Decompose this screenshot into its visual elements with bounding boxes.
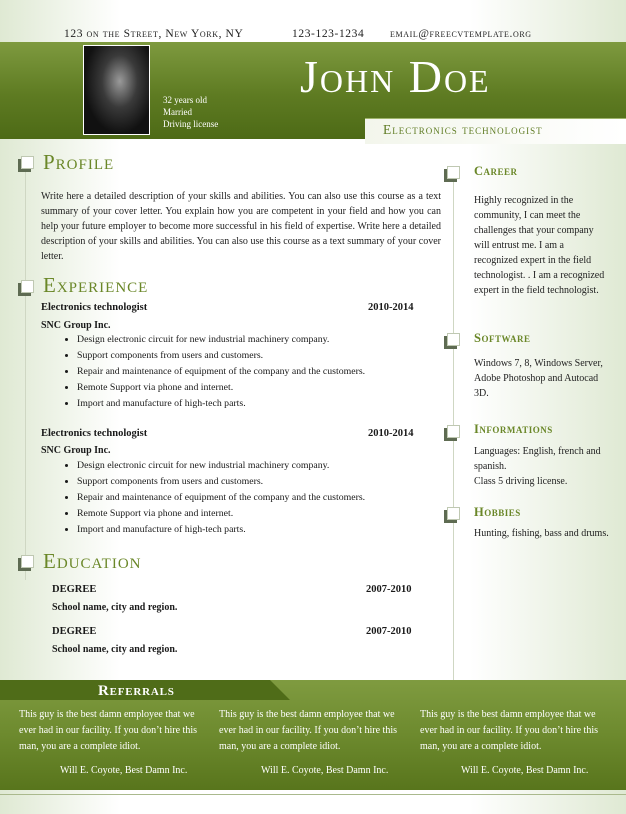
list-item: • Repair and maintenance of equipment of the company and the customers. — [77, 364, 365, 380]
informations-languages: Languages: English, french and spanish. — [474, 446, 601, 472]
job-dates: 2010-2014 — [368, 302, 414, 313]
profile-checkbox-icon — [21, 156, 34, 169]
experience-heading: Experience — [43, 273, 149, 297]
software-text: Windows 7, 8, Windows Server, Adobe Photoshop and Autocad 3D. — [474, 358, 603, 399]
main-timeline-line — [25, 170, 26, 580]
informations-heading: Informations — [474, 422, 553, 436]
list-item: • Import and manufacture of high-tech parts. — [77, 522, 365, 538]
profile-heading: Profile — [43, 150, 115, 174]
referral-quote: This guy is the best damn employee that we ever had in our facility. If you don’t hire this man, you are a complete idiot. — [219, 709, 398, 752]
job-company: SNC Group Inc. — [41, 320, 111, 331]
hobbies-text: Hunting, fishing, bass and drums. — [474, 528, 609, 539]
hobbies-heading: Hobbies — [474, 505, 521, 519]
referral-signature: Will E. Coyote, Best Damn Inc. — [261, 765, 389, 776]
informations-checkbox-icon — [447, 425, 460, 438]
list-item: • Design electronic circuit for new industrial machinery company. — [77, 332, 365, 348]
list-item: • Remote Support via phone and internet. — [77, 506, 365, 522]
job-duties-list — [63, 458, 365, 538]
candidate-job-title: Electronics technologist — [383, 122, 543, 137]
profile-text: Write here a detailed description of your skills and abilities. You can also use this course as a text summary of your cover letter. You explain how you are competent in your field and how you can help your future employer to become more successful in his field of expertise. Write here a detailed description of your skills and abilities. You can also use this course as a text summary of your cover letter. — [41, 191, 441, 262]
career-text: Highly recognized in the community, I can meet the challenges that your company will entrust me. I am a recognized expert in the field technologist. . I am a recognized expert in the field technologist. — [474, 195, 605, 296]
job-title: Electronics technologist — [41, 428, 148, 439]
contact-address: 123 on the Street, New York, NY — [64, 28, 244, 40]
referral-quote: This guy is the best damn employee that we ever had in our facility. If you don’t hire this man, you are a complete idiot. — [420, 709, 599, 752]
referrals-heading: Referrals — [98, 683, 175, 699]
personal-license: Driving license — [163, 119, 219, 129]
job-dates: 2010-2014 — [368, 428, 414, 439]
candidate-name: John Doe — [300, 51, 491, 102]
degree-title: DEGREE — [52, 584, 97, 595]
list-item: • Support components from users and customers. — [77, 474, 365, 490]
list-item: • Support components from users and customers. — [77, 348, 365, 364]
degree-title: DEGREE — [52, 626, 97, 637]
job-duties-list — [63, 332, 365, 412]
contact-phone: 123-123-1234 — [292, 28, 365, 40]
sidebar-timeline-line — [453, 175, 454, 705]
contact-email[interactable]: email@freecvtemplate.org — [390, 28, 532, 40]
degree-dates: 2007-2010 — [366, 584, 412, 595]
footer-divider — [0, 794, 626, 795]
career-checkbox-icon — [447, 166, 460, 179]
education-heading: Education — [43, 549, 142, 573]
list-item: • Remote Support via phone and internet. — [77, 380, 365, 396]
education-checkbox-icon — [21, 555, 34, 568]
job-company: SNC Group Inc. — [41, 445, 111, 456]
school-name: School name, city and region. — [52, 644, 178, 655]
school-name: School name, city and region. — [52, 602, 178, 613]
experience-checkbox-icon — [21, 280, 34, 293]
personal-status: Married — [163, 107, 192, 117]
list-item: • Import and manufacture of high-tech parts. — [77, 396, 365, 412]
list-item: • Repair and maintenance of equipment of the company and the customers. — [77, 490, 365, 506]
hobbies-checkbox-icon — [447, 507, 460, 520]
referral-quote: This guy is the best damn employee that we ever had in our facility. If you don’t hire this man, you are a complete idiot. — [19, 709, 198, 752]
degree-dates: 2007-2010 — [366, 626, 412, 637]
informations-license: Class 5 driving license. — [474, 476, 568, 487]
personal-age: 32 years old — [163, 95, 207, 105]
software-checkbox-icon — [447, 333, 460, 346]
profile-photo — [83, 45, 150, 135]
job-title: Electronics technologist — [41, 302, 148, 313]
software-heading: Software — [474, 331, 531, 345]
referral-signature: Will E. Coyote, Best Damn Inc. — [60, 765, 188, 776]
list-item: • Design electronic circuit for new industrial machinery company. — [77, 458, 365, 474]
referral-signature: Will E. Coyote, Best Damn Inc. — [461, 765, 589, 776]
career-heading: Career — [474, 164, 518, 178]
